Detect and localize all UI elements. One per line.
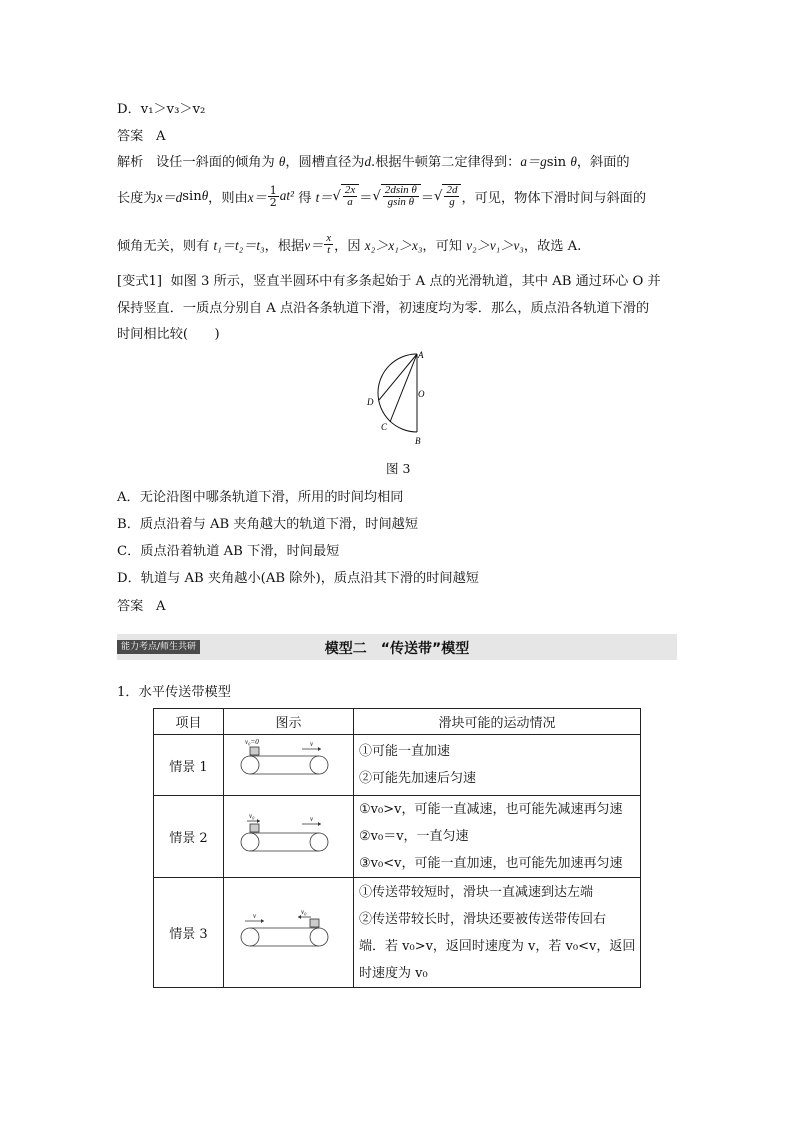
description-line: 时速度为 v₀ <box>359 965 428 981</box>
arrow-head <box>261 919 264 923</box>
answer-value: A <box>155 599 166 614</box>
banner-tag: 能力考点/师生共研 <box>117 640 200 654</box>
formula-v-order: v₂＞v₁＞v₃ <box>466 237 524 253</box>
description-line: ③v₀<v，可能一直加速，也可能先加速再匀速 <box>359 856 623 871</box>
analysis-text: ，因 <box>334 238 361 254</box>
denominator: 2 <box>269 195 277 209</box>
sin: sin <box>182 188 202 204</box>
banner-title: 模型二 “传送带”模型 <box>324 641 470 657</box>
diagram-cell <box>224 735 354 796</box>
scenario-name: 情景 3 <box>154 878 224 988</box>
formula-x-order: x₂＞x₁＞x₃ <box>364 237 423 253</box>
formula-v: v＝ <box>304 237 324 253</box>
diagram-cell <box>224 796 354 878</box>
analysis-line-2 <box>117 178 646 214</box>
symbol-theta: θ <box>278 154 286 169</box>
analysis-line-3 <box>117 228 581 260</box>
sqrt-2: √ $\frac{\text{2dsin θ}}{\text{gsin θ}}$ <box>372 184 420 208</box>
analysis-text: 倾角无关，则有 <box>117 238 210 254</box>
right-pulley <box>310 928 328 946</box>
numerator: 2d <box>446 184 458 196</box>
fraction-x-t <box>324 233 333 256</box>
header-cell: 滑块可能的运动情况 <box>354 709 641 735</box>
analysis-text: ，故选 A. <box>523 238 582 254</box>
formula-a: a＝g <box>520 154 547 169</box>
answer-label: 答案 <box>117 129 144 144</box>
semicircle-arc <box>378 354 417 432</box>
header-cell: 项目 <box>154 709 224 735</box>
table-header-row <box>154 709 641 735</box>
arrow-head <box>318 747 321 751</box>
diagram-cell <box>224 878 354 988</box>
section-heading: 1．水平传送带模型 <box>117 685 231 700</box>
variant-line-2: 保持竖直．一质点分别自 A 点沿各条轨道下滑，初速度均为零．那么，质点沿各轨道下滑的 <box>117 301 650 316</box>
label-d: D <box>367 397 374 407</box>
denominator: t <box>327 243 331 256</box>
formula-x: x＝d <box>156 189 183 205</box>
conveyor-diagram-2 <box>224 800 353 870</box>
description-line: ②可能先加速后匀速 <box>359 771 477 786</box>
slider-block <box>250 824 259 832</box>
answer-1 <box>117 125 165 144</box>
description-cell <box>354 735 641 796</box>
v0-label: v₀=0 <box>245 738 259 746</box>
denominator: gsin θ <box>387 196 415 208</box>
description-line: ②v₀＝v，一直匀速 <box>359 829 469 844</box>
symbol-theta: θ <box>570 154 577 169</box>
numerator: 2x <box>344 184 356 196</box>
equals: ＝ <box>359 190 373 206</box>
analysis-label: 解析 <box>117 155 144 170</box>
sqrt-1: √ $\frac{2x}{a}$ <box>332 184 359 208</box>
option-a: A．无论沿图中哪条轨道下滑，所用的时间均相同 <box>117 490 404 505</box>
analysis-text: 设任一斜面的倾角为 <box>155 155 275 170</box>
conveyor-table <box>153 708 641 988</box>
answer-value: A <box>155 129 166 144</box>
analysis-text: ，斜面的 <box>576 155 630 170</box>
answer-label: 答案 <box>117 599 144 614</box>
description-line: ①可能一直加速 <box>359 744 451 759</box>
scenario-name: 情景 1 <box>154 735 224 796</box>
conveyor-diagram-1 <box>224 735 353 791</box>
description-line: ②传送带较长时，滑块还要被传送带传回右 <box>359 911 607 927</box>
analysis-text: ，可见，物体下滑时间与斜面的 <box>461 190 647 206</box>
right-pulley <box>310 833 328 851</box>
option-c: C．质点沿着轨道 AB 下滑，时间最短 <box>117 544 340 559</box>
section-banner <box>117 634 677 660</box>
symbol-theta: θ <box>201 188 209 203</box>
sqrt-3: √ $\frac{2d}{g}$ <box>434 184 461 208</box>
table-row <box>154 796 641 878</box>
scenario-name: 情景 2 <box>154 796 224 878</box>
variant-tag: [变式1] <box>117 274 163 289</box>
conveyor-diagram-3 <box>224 891 353 971</box>
semicircle-figure <box>360 348 440 448</box>
track-ac <box>390 354 417 422</box>
denominator: g <box>449 196 455 208</box>
arrow-head <box>298 915 301 919</box>
analysis-text: 得 <box>298 190 312 206</box>
symbol-d: d <box>364 154 372 169</box>
description-line: 端．若 v₀>v，返回时速度为 v，若 v₀<v，返回 <box>359 938 636 954</box>
left-pulley <box>241 928 259 946</box>
analysis-text: .根据牛顿第二定律得到： <box>371 155 521 170</box>
formula-x2: x＝ <box>247 189 267 205</box>
v-label: v <box>253 911 257 920</box>
option-d-previous: D．v₁＞v₃＞v₂ <box>117 102 206 117</box>
label-b: B <box>415 436 421 446</box>
formula-at2: at² <box>279 188 294 203</box>
slider-block <box>250 747 259 755</box>
v-label: v <box>310 814 314 823</box>
equals: ＝ <box>420 190 435 206</box>
description-line: ①传送带较短时，滑块一直减速到达左端 <box>359 884 594 900</box>
sin: sin <box>546 155 567 170</box>
arrow-head <box>257 819 260 823</box>
option-b: B．质点沿着与 AB 夹角越大的轨道下滑，时间越短 <box>117 517 419 532</box>
numerator: 1 <box>269 183 277 197</box>
arrow-head <box>318 822 321 826</box>
label-a: A <box>418 350 424 360</box>
track-ad <box>379 354 417 400</box>
description-line: ①v₀>v，可能一直减速，也可能先减速再匀速 <box>359 802 623 817</box>
figure-caption: 图 3 <box>386 461 411 476</box>
analysis-text: ，圆槽直径为 <box>285 155 365 170</box>
right-pulley <box>310 756 328 774</box>
description-cell <box>354 878 641 988</box>
table-row <box>154 735 641 796</box>
v0-label: v₀ <box>249 811 255 820</box>
answer-2 <box>117 595 165 614</box>
left-pulley <box>241 833 259 851</box>
description-cell <box>354 796 641 878</box>
header-cell: 图示 <box>224 709 354 735</box>
slider-block <box>310 919 319 927</box>
left-pulley <box>241 756 259 774</box>
analysis-text: ，根据 <box>264 238 305 254</box>
numerator: 2dsin θ <box>384 184 417 196</box>
formula-t: t＝ <box>315 189 333 205</box>
variant-line-1 <box>117 270 661 289</box>
numerator: x <box>326 231 332 244</box>
analysis-text: 长度为 <box>117 190 157 206</box>
table-row <box>154 878 641 988</box>
formula-t-equal: t₁＝t₂＝t₃ <box>213 237 265 253</box>
option-d: D．轨道与 AB 夹角越小(AB 除外)，质点沿其下滑的时间越短 <box>117 571 479 586</box>
v-label: v <box>310 740 314 748</box>
variant-line-3: 时间相比较( ) <box>117 327 220 342</box>
fraction-half <box>268 185 279 208</box>
label-o: O <box>418 389 425 399</box>
analysis-line-1 <box>117 151 630 170</box>
v0-label: v₀ <box>301 907 307 916</box>
denominator: a <box>347 196 353 208</box>
variant-text: 如图 3 所示，竖直半圆环中有多条起始于 A 点的光滑轨道，其中 AB 通过环心 O 并 <box>170 274 661 289</box>
analysis-text: ，则由 <box>208 190 248 206</box>
analysis-text: ，可知 <box>422 238 462 254</box>
label-c: C <box>381 422 388 432</box>
